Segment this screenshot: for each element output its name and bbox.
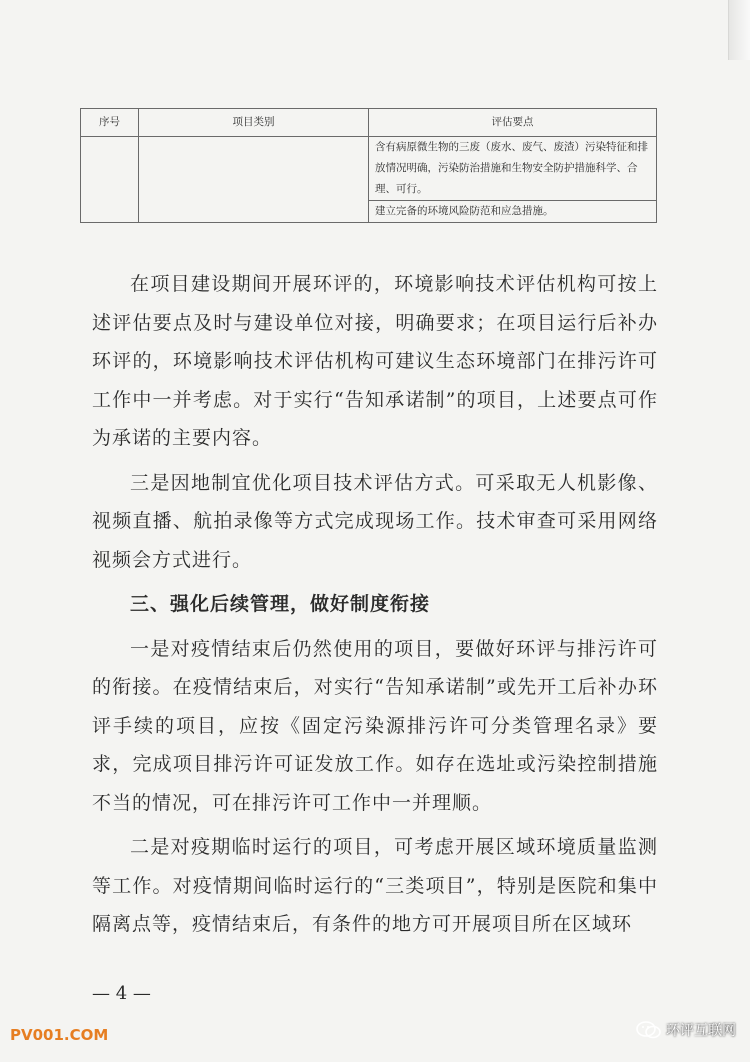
page-number: — 4 — [92, 983, 151, 1004]
table-cell-index [81, 137, 139, 223]
paragraph: 二是对疫期临时运行的项目，可考虑开展区域环境质量监测等工作。对疫情期间临时运行的“三类项目”，特别是医院和集中隔离点等，疫情结束后，有条件的地方可开展项目所在区域环 [92, 836, 658, 935]
table-cell-requirement: 建立完备的环境风险防范和应急措施。 [369, 201, 657, 223]
table-header-requirements: 评估要点 [369, 109, 657, 137]
table-header-category: 项目类别 [139, 109, 369, 137]
table-header-index: 序号 [81, 109, 139, 137]
evaluation-table [80, 108, 657, 223]
table-row [81, 137, 657, 201]
document-body [92, 265, 658, 950]
paragraph: 三是因地制宜优化项目技术评估方式。可采取无人机影像、视频直播、航拍录像等方式完成现场工作。技术审查可采用网络视频会方式进行。 [92, 471, 658, 571]
table-header-row [81, 109, 657, 137]
watermark-site-url: PV001.COM [10, 1026, 109, 1044]
watermark-brand-label: 环评互联网 [666, 1023, 736, 1039]
section-heading: 三、强化后续管理，做好制度衔接 [130, 593, 431, 615]
watermark-brand [636, 1020, 736, 1040]
page-fold-shadow [728, 0, 750, 60]
wechat-icon [636, 1020, 662, 1040]
paragraph: 在项目建设期间开展环评的，环境影响技术评估机构可按上述评估要点及时与建设单位对接，明确要求；在项目运行后补办环评的，环境影响技术评估机构可建议生态环境部门在排污许可工作中一并考虑。对于实行“告知承诺制”的项目，上述要点可作为承诺的主要内容。 [92, 273, 658, 449]
table-cell-requirement: 含有病原微生物的三废（废水、废气、废渣）污染特征和排放情况明确，污染防治措施和生物安全防护措施科学、合理、可行。 [369, 137, 657, 201]
paragraph: 一是对疫情结束后仍然使用的项目，要做好环评与排污许可的衔接。在疫情结束后，对实行“告知承诺制”或先开工后补办环评手续的项目，应按《固定污染源排污许可分类管理名录》要求，完成项目排污许可证发放工作。如存在选址或污染控制措施不当的情况，可在排污许可工作中一并理顺。 [92, 637, 658, 814]
table-cell-category [139, 137, 369, 223]
